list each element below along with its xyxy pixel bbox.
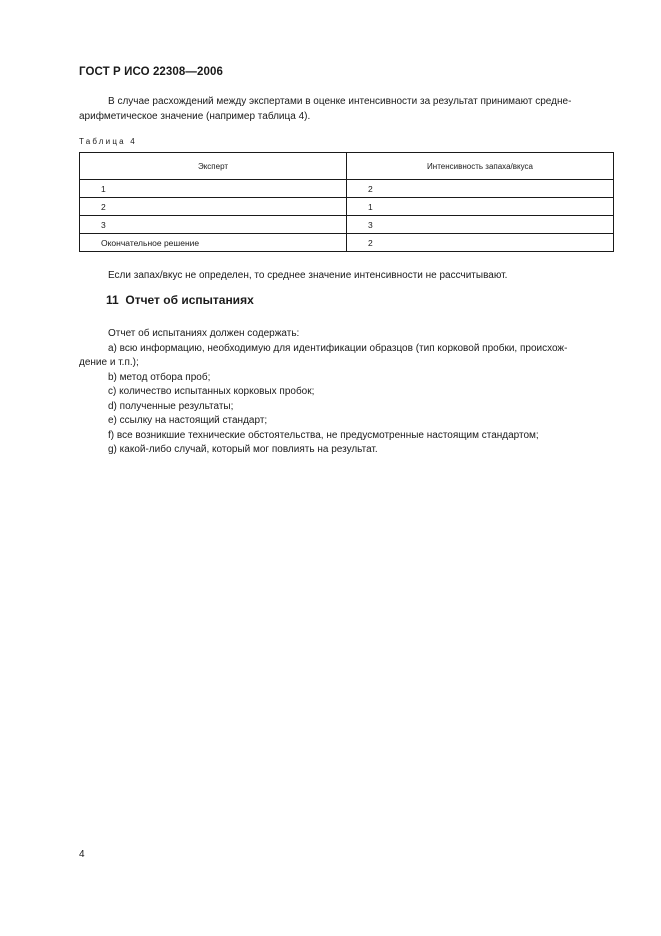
table-cell: 2 [347,180,614,198]
report-requirements-list [79,327,616,458]
column-header-expert: Эксперт [80,153,347,180]
table-cell: 2 [80,198,347,216]
list-item: g) какой-либо случай, который мог повлиять на результат. [108,444,378,455]
list-item: c) количество испытанных корковых пробок; [108,386,315,397]
table-cell: 1 [347,198,614,216]
column-header-intensity: Интенсивность запаха/вкуса [347,153,614,180]
list-item: e) ссылку на настоящий стандарт; [108,415,268,426]
section-number: 11 [106,293,119,307]
section-heading [106,293,254,307]
table-header-row [80,153,614,180]
list-item: f) все возникшие технические обстоятельства, не предусмотренные настоящим стандартом; [108,429,539,441]
results-table [79,152,614,252]
document-header: ГОСТ Р ИСО 22308—2006 [79,66,224,78]
list-item: a) всю информацию, необходимую для идентификации образцов (тип корковой пробки, происхож- [108,342,568,354]
table-row [80,234,614,252]
table-row [80,198,614,216]
table-cell: 1 [80,180,347,198]
table-cell: 2 [347,234,614,252]
after-table-paragraph: Если запах/вкус не определен, то среднее значение интенсивности не рассчитывают. [108,270,508,281]
table-caption: Таблица 4 [79,137,137,146]
table-cell: Окончательное решение [80,234,347,252]
intro-paragraph: В случае расхождений между экспертами в оценке интенсивности за результат принимают средне-арифметическое значение (например таблица 4). [79,96,572,122]
list-item: d) полученные результаты; [108,400,234,412]
page-number: 4 [79,849,85,860]
table-cell: 3 [80,216,347,234]
list-item-continuation: дение и т.п.); [79,357,139,368]
section-title: Отчет об испытаниях [125,293,254,307]
table-cell: 3 [347,216,614,234]
table-row [80,180,614,198]
table-row [80,216,614,234]
list-item: b) метод отбора проб; [108,371,211,383]
list-lead: Отчет об испытаниях должен содержать: [108,328,300,339]
